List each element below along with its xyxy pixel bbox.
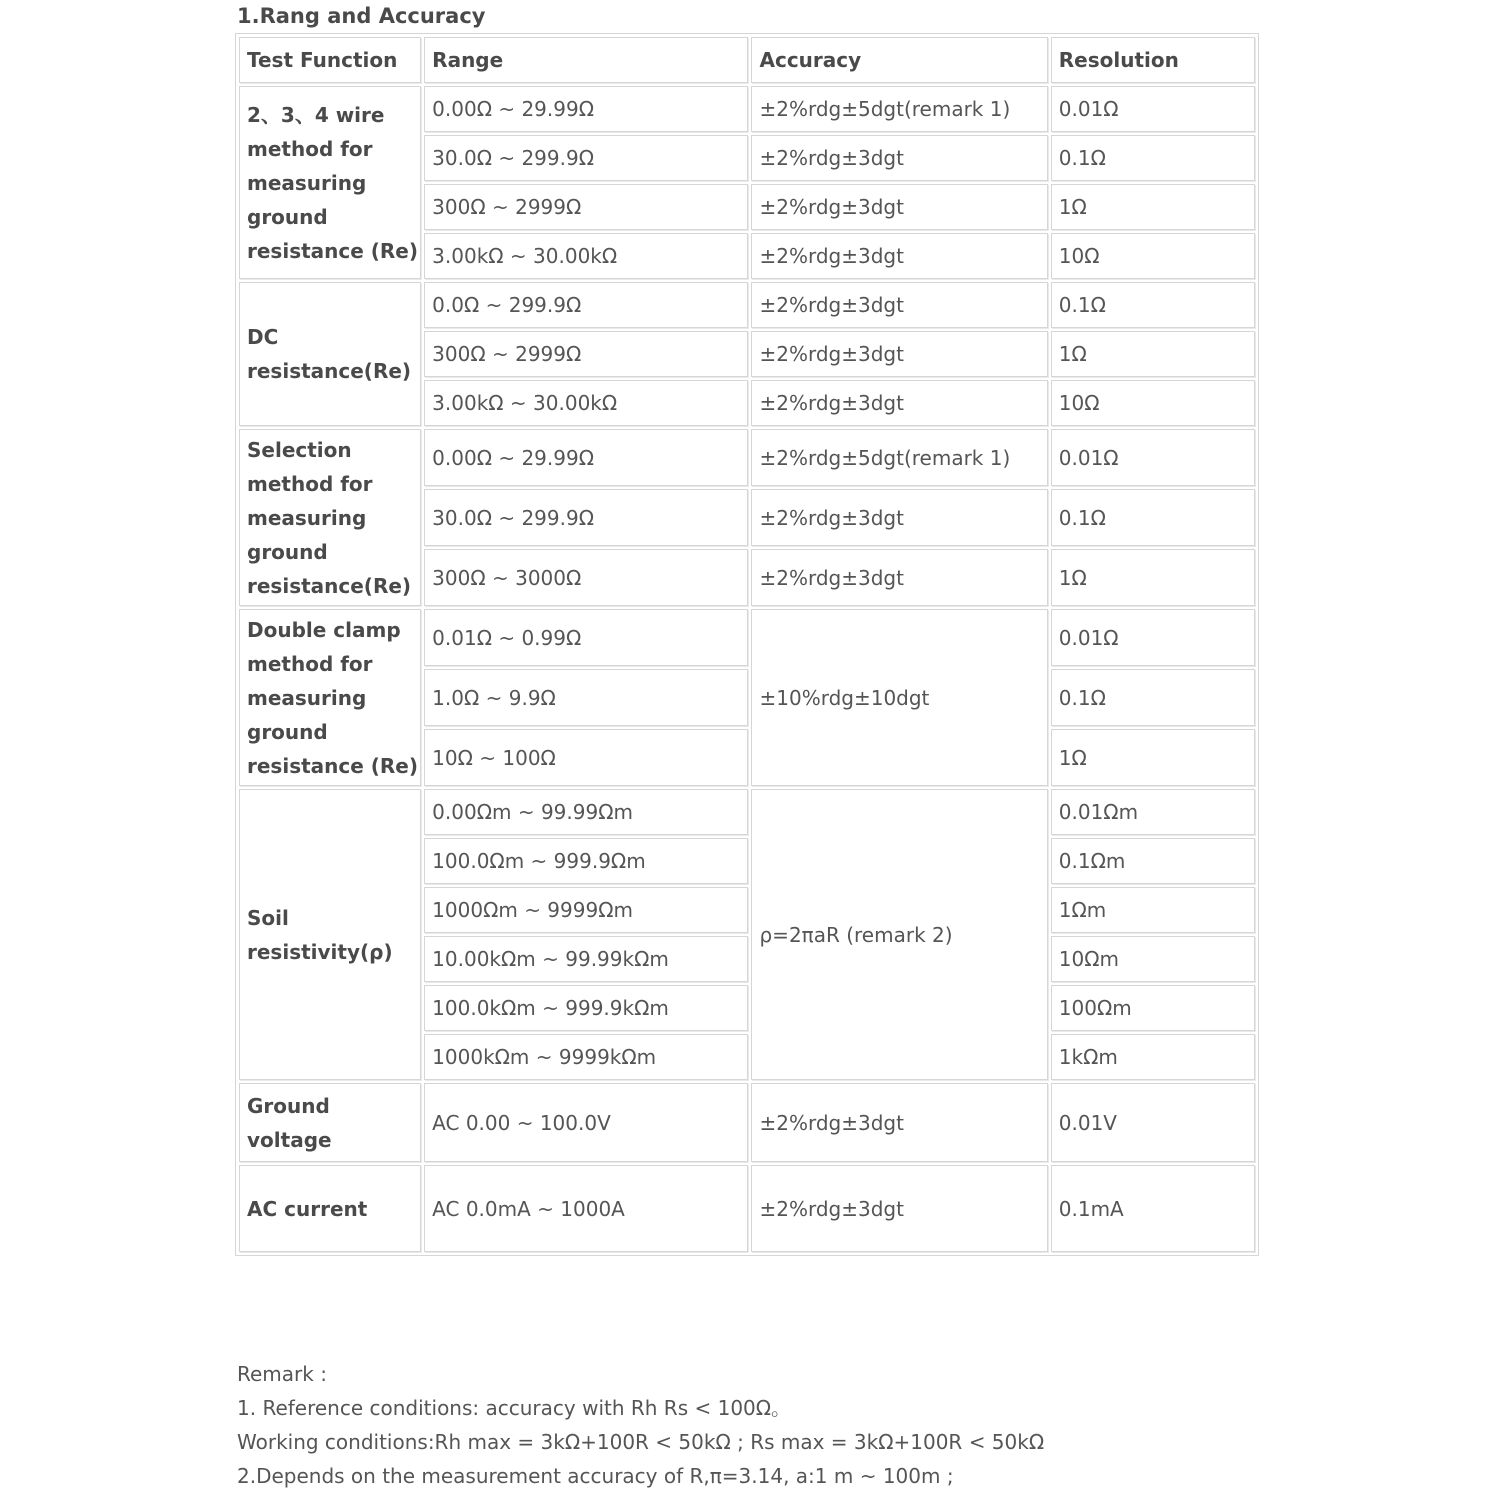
table-row bbox=[239, 1083, 1255, 1162]
range-cell: 100.0Ωm ~ 999.9Ωm bbox=[424, 838, 748, 884]
range-cell: 0.01Ω ~ 0.99Ω bbox=[424, 609, 748, 666]
range-cell: 300Ω ~ 2999Ω bbox=[424, 184, 748, 230]
remark-line: 2.Depends on the measurement accuracy of R,π=3.14, a:1 m ~ 100m ; bbox=[237, 1464, 954, 1488]
table-row bbox=[239, 1165, 1255, 1252]
range-cell: 10.00kΩm ~ 99.99kΩm bbox=[424, 936, 748, 982]
function-cell: AC current bbox=[239, 1165, 421, 1252]
accuracy-cell: ±2%rdg±3dgt bbox=[751, 135, 1047, 181]
resolution-cell: 10Ωm bbox=[1051, 936, 1255, 982]
accuracy-cell: ±2%rdg±3dgt bbox=[751, 1165, 1047, 1252]
table-row bbox=[239, 282, 1255, 328]
range-cell: 0.00Ω ~ 29.99Ω bbox=[424, 86, 748, 132]
resolution-cell: 0.01Ω bbox=[1051, 429, 1255, 486]
section-title: 1.Rang and Accuracy bbox=[237, 4, 486, 28]
remark-line: Working conditions:Rh max = 3kΩ+100R < 50kΩ ; Rs max = 3kΩ+100R < 50kΩ bbox=[237, 1430, 1045, 1454]
resolution-cell: 1Ω bbox=[1051, 184, 1255, 230]
header-resolution: Resolution bbox=[1051, 37, 1255, 83]
accuracy-cell: ±2%rdg±3dgt bbox=[751, 233, 1047, 279]
accuracy-cell: ±2%rdg±3dgt bbox=[751, 1083, 1047, 1162]
table-row bbox=[239, 86, 1255, 132]
remark-line: 1. Reference conditions: accuracy with Rh Rs < 100Ω。 bbox=[237, 1396, 792, 1420]
resolution-cell: 0.01V bbox=[1051, 1083, 1255, 1162]
remark-heading: Remark : bbox=[237, 1362, 327, 1386]
header-accuracy: Accuracy bbox=[751, 37, 1047, 83]
resolution-cell: 1Ω bbox=[1051, 729, 1255, 786]
function-cell: DC resistance(Re) bbox=[239, 282, 421, 426]
header-row bbox=[239, 37, 1255, 83]
function-cell: Double clamp method for measuring ground resistance (Re) bbox=[239, 609, 421, 786]
range-cell: 0.00Ω ~ 29.99Ω bbox=[424, 429, 748, 486]
resolution-cell: 1kΩm bbox=[1051, 1034, 1255, 1080]
accuracy-cell: ±2%rdg±3dgt bbox=[751, 282, 1047, 328]
spec-table bbox=[235, 33, 1259, 1256]
resolution-cell: 0.01Ω bbox=[1051, 86, 1255, 132]
range-cell: 0.0Ω ~ 299.9Ω bbox=[424, 282, 748, 328]
resolution-cell: 0.1Ω bbox=[1051, 282, 1255, 328]
range-cell: 300Ω ~ 2999Ω bbox=[424, 331, 748, 377]
range-cell: 3.00kΩ ~ 30.00kΩ bbox=[424, 380, 748, 426]
resolution-cell: 0.01Ωm bbox=[1051, 789, 1255, 835]
range-cell: 3.00kΩ ~ 30.00kΩ bbox=[424, 233, 748, 279]
function-cell: Ground voltage bbox=[239, 1083, 421, 1162]
resolution-cell: 0.1Ωm bbox=[1051, 838, 1255, 884]
resolution-cell: 0.1Ω bbox=[1051, 489, 1255, 546]
range-cell: 300Ω ~ 3000Ω bbox=[424, 549, 748, 606]
table-row bbox=[239, 789, 1255, 835]
accuracy-cell: ±10%rdg±10dgt bbox=[751, 609, 1047, 786]
resolution-cell: 0.1Ω bbox=[1051, 135, 1255, 181]
resolution-cell: 1Ω bbox=[1051, 549, 1255, 606]
resolution-cell: 100Ωm bbox=[1051, 985, 1255, 1031]
accuracy-cell: ±2%rdg±5dgt(remark 1) bbox=[751, 429, 1047, 486]
resolution-cell: 1Ωm bbox=[1051, 887, 1255, 933]
function-cell: Soil resistivity(ρ) bbox=[239, 789, 421, 1080]
resolution-cell: 0.1mA bbox=[1051, 1165, 1255, 1252]
accuracy-cell: ±2%rdg±3dgt bbox=[751, 331, 1047, 377]
resolution-cell: 1Ω bbox=[1051, 331, 1255, 377]
header-test-function: Test Function bbox=[239, 37, 421, 83]
resolution-cell: 10Ω bbox=[1051, 233, 1255, 279]
range-cell: 30.0Ω ~ 299.9Ω bbox=[424, 135, 748, 181]
accuracy-cell: ±2%rdg±5dgt(remark 1) bbox=[751, 86, 1047, 132]
accuracy-cell: ±2%rdg±3dgt bbox=[751, 549, 1047, 606]
accuracy-cell: ±2%rdg±3dgt bbox=[751, 184, 1047, 230]
table-row bbox=[239, 429, 1255, 486]
range-cell: 1000Ωm ~ 9999Ωm bbox=[424, 887, 748, 933]
header-range: Range bbox=[424, 37, 748, 83]
range-cell: 1.0Ω ~ 9.9Ω bbox=[424, 669, 748, 726]
range-cell: 100.0kΩm ~ 999.9kΩm bbox=[424, 985, 748, 1031]
table-row bbox=[239, 609, 1255, 666]
function-cell: Selection method for measuring ground resistance(Re) bbox=[239, 429, 421, 606]
accuracy-cell: ρ=2πaR (remark 2) bbox=[751, 789, 1047, 1080]
range-cell: 30.0Ω ~ 299.9Ω bbox=[424, 489, 748, 546]
range-cell: AC 0.0mA ~ 1000A bbox=[424, 1165, 748, 1252]
range-cell: 10Ω ~ 100Ω bbox=[424, 729, 748, 786]
range-cell: AC 0.00 ~ 100.0V bbox=[424, 1083, 748, 1162]
resolution-cell: 0.1Ω bbox=[1051, 669, 1255, 726]
resolution-cell: 0.01Ω bbox=[1051, 609, 1255, 666]
resolution-cell: 10Ω bbox=[1051, 380, 1255, 426]
range-cell: 1000kΩm ~ 9999kΩm bbox=[424, 1034, 748, 1080]
function-cell: 2、3、4 wire method for measuring ground resistance (Re) bbox=[239, 86, 421, 279]
accuracy-cell: ±2%rdg±3dgt bbox=[751, 380, 1047, 426]
range-cell: 0.00Ωm ~ 99.99Ωm bbox=[424, 789, 748, 835]
accuracy-cell: ±2%rdg±3dgt bbox=[751, 489, 1047, 546]
remarks bbox=[237, 1357, 1044, 1493]
